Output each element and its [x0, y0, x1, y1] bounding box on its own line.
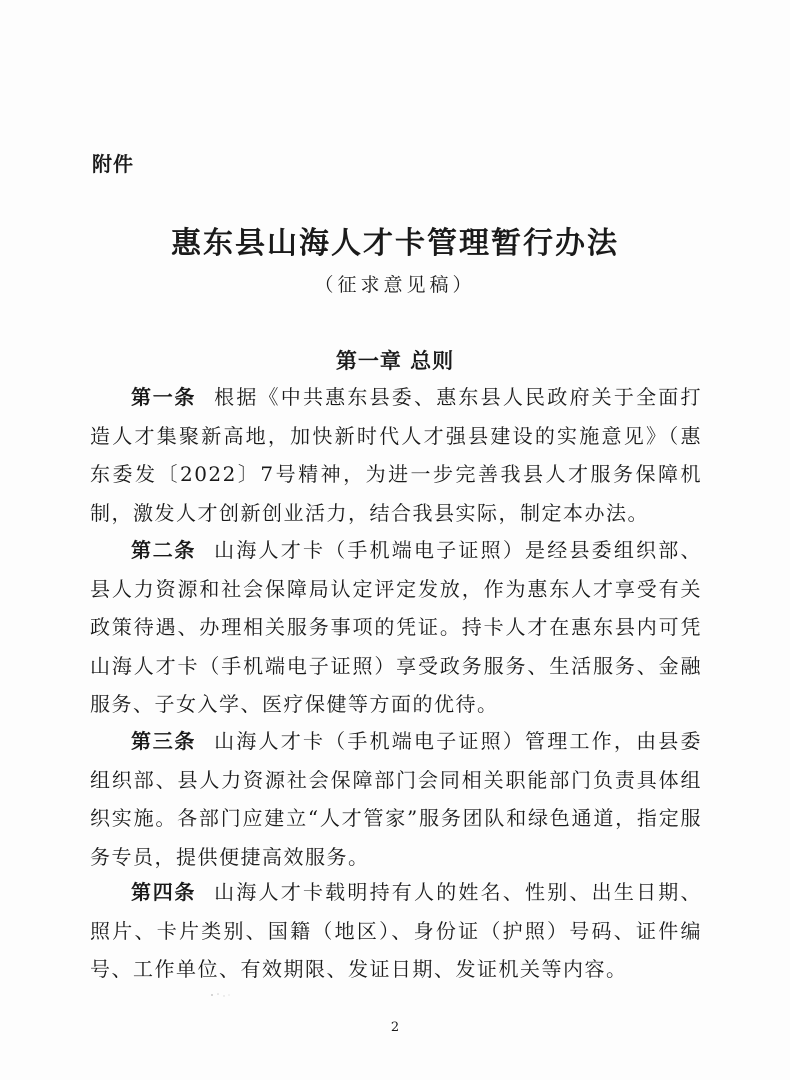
attachment-label: 附件: [92, 152, 134, 176]
article-text: 山海人才卡载明持有人的姓名、性别、出生日期、照片、卡片类别、国籍（地区）、身份证（护照）号码、证件编号、工作单位、有效期限、发证日期、发证机关等内容。: [90, 880, 702, 981]
chapter-title: 第一章 总则: [335, 349, 455, 373]
article-label: 第一条: [131, 385, 197, 409]
article-label: 第二条: [131, 538, 197, 562]
scan-speck-mark: [208, 990, 234, 1000]
article-text: 山海人才卡（手机端电子证照）是经县委组织部、县人力资源和社会保障局认定评定发放，作为惠东人才享受有关政策待遇、办理相关服务事项的凭证。持卡人才在惠东县内可凭山海人才卡（手机端电子证照）享受政务服务、生活服务、金融服务、子女入学、医疗保健等方面的优待。: [90, 538, 702, 716]
article-4: [90, 873, 702, 989]
article-3: [90, 722, 702, 876]
article-label: 第四条: [131, 880, 197, 904]
page-number: 2: [390, 1020, 400, 1035]
document-subtitle: （征求意见稿）: [314, 274, 476, 296]
article-text: 根据《中共惠东县委、惠东县人民政府关于全面打造人才集聚新高地，加快新时代人才强县建设的实施意见》（惠东委发〔2022〕7号精神，为进一步完善我县人才服务保障机制，激发人才创新创业活力，结合我县实际，制定本办法。: [90, 385, 702, 525]
article-label: 第三条: [131, 729, 197, 753]
document-title: 惠东县山海人才卡管理暂行办法: [171, 226, 619, 261]
article-2: [90, 531, 702, 724]
article-text: 山海人才卡（手机端电子证照）管理工作，由县委组织部、县人力资源社会保障部门会同相关职能部门负责具体组织实施。各部门应建立“人才管家”服务团队和绿色通道，指定服务专员，提供便捷高效服务。: [90, 729, 702, 869]
article-1: [90, 378, 702, 532]
